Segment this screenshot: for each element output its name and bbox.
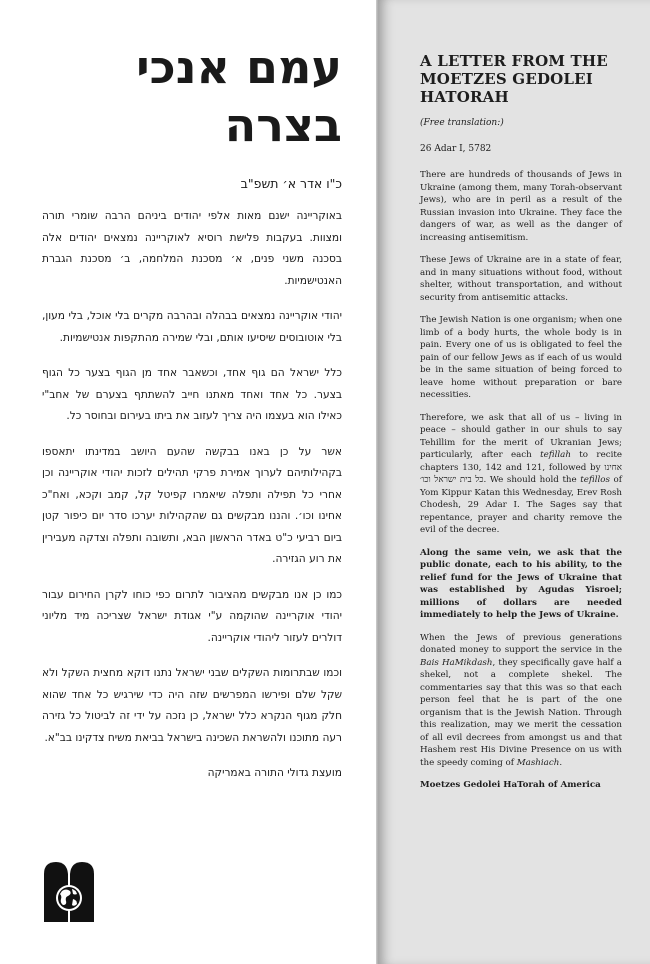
english-paragraph <box>420 632 622 770</box>
paragraph-text: , they specifically gave half a shekel, not a complete shekel. The commentaries say that this was so that each person feel that he is part of the one organism that is the Jewish Nation. Through this realization, may we merit the cessation of all evil decrees from amongst us and that Hashem rest His Divine Presence on us with the speedy coming of <box>420 657 622 768</box>
english-paragraph <box>420 412 622 537</box>
hebrew-title: עמם אנכי בצרה <box>136 40 342 152</box>
paragraph-text: . <box>559 757 563 768</box>
italic-term: Mashiach <box>516 757 560 768</box>
tablets-globe-icon <box>40 858 98 922</box>
hebrew-signature: מועצת גדולי התורה באמריקה <box>207 767 342 779</box>
paragraph-text: When the Jews of previous generations donated money to support the service in the <box>420 632 622 655</box>
hebrew-phrase: אחינו כל בית ישראל וכו׳ <box>420 462 622 485</box>
english-paragraph-bold: Along the same vein, we ask that the public donate, each to his ability, to the relief fund for the Jews of Ukraine that was established by Agudas Yisroel; millions of dollars are needed immediately to help the Jews of Ukraine. <box>420 547 622 620</box>
english-body <box>420 169 622 792</box>
paragraph-text: to recite chapters 130, 142 and 121, followed by <box>420 450 622 473</box>
english-paragraph: These Jews of Ukraine are in a state of fear, and in many situations without food, without shelter, without transportation, and without security from antisemitic attacks. <box>420 255 622 303</box>
hebrew-body <box>42 206 342 785</box>
italic-term: tefillah <box>540 450 571 460</box>
english-signature: Moetzes Gedolei HaTorah of America <box>420 780 601 790</box>
english-column <box>420 52 622 802</box>
italic-term: Bais HaMikdash <box>420 657 493 668</box>
english-date: 26 Adar I, 5782 <box>420 144 492 154</box>
english-paragraph: There are hundreds of thousands of Jews in Ukraine (among them, many Torah-observant Jews), who are in peril as a result of the Russian invasion into Ukraine. They face the dangers of war, as well as the danger of increasing antisemitism. <box>420 170 622 243</box>
hebrew-paragraph: וכמו שבתרומות השקלים שבני ישראל נתנו דוקא מחצית השקל ולא שקל שלם ופירשו המפרשים שזה היה כדי שירגיש כל אחד שהוא חלק מגוף הנקרא כלל ישראל, כן נזכה על ידי זה לביטול כל גזירה רעה מתוכנו ולהשראת השכינה בישראל בביאת משיח צדקינו בב"א. <box>42 667 342 744</box>
hebrew-paragraph: באוקריינה ישנם מאות אלפי יהודים ביניהם הרבה שומרי תורה ומצוות. בעקבות פלישת רוסיא לאוקריינה נמצאים יהודים אלה בסכנה משני פנים, א׳ מסכנת המלחמה, ב׳ מסכנת הגברת האנטישמיות. <box>42 210 342 287</box>
english-title: A LETTER FROM THE MOETZES GEDOLEI HATORAH <box>420 52 608 106</box>
paragraph-text: of Yom Kippur Katan this Wednesday, Erev Rosh Chodesh, 29 Adar I. The Sages say that repentance, prayer and charity remove the evil of the decree. <box>420 475 622 535</box>
hebrew-paragraph: כלל ישראל הם גוף אחד, וכשאבר אחד מן הגוף בצער כל הגוף בצער. כל אחד ואחד מאתנו חייב להשתתף בצערם של אחב"י כאילו הוא בעצמו היה צריך לעזוב את ביתו בעירום ובחוסר כל. <box>42 367 342 422</box>
italic-term: tefillos <box>580 475 610 485</box>
paragraph-text: . We should hold the <box>483 475 581 485</box>
hebrew-paragraph: יהודי אוקריינה נמצאים בבהלה ובהרבה מקרים בלי אוכל, בלי מעון, בלי אוטובוסים שיסיעו אותם, ובלי שמירה מהתקפות אנטישמיות. <box>42 310 342 344</box>
hebrew-paragraph: כמו כן אנו מבקשים מהציבור לתרום כפי כוחו לקרן החירום עבור יהודי אוקריינה שהוקמה ע"י אגודת ישראל שצריכה מיד מליוני דולרים לעזור ליהודי אוקריינה. <box>42 588 342 644</box>
english-subtitle: (Free translation:) <box>420 118 504 128</box>
english-paragraph: The Jewish Nation is one organism; when one limb of a body hurts, the whole body is in pain. Every one of us is obligated to feel the pain of our fellow Jews as if each of us would be in the same situation of being forced to leave home without preparation or bare necessities. <box>420 315 622 400</box>
hebrew-date: כ"ו אדר א׳ תשפ"ב <box>240 176 342 191</box>
paragraph-text: Therefore, we ask that all of us – living in peace – should gather in our shuls to say Tehillim for the merit of Ukranian Jews; particularly, after each <box>420 412 622 460</box>
hebrew-paragraph: אשר על כן באנו בבקשה שהעם היושב במדינתו יתאספו בקהילותיהם לערוך אמירת פרקי תהילים לזכות יהודי אוקריינה וכן אחרי כל תפילה ותפלה שיאמרו קפיטל קל, קמב וקכא, ואח"כ אחינו וכו׳. והננו מבקשים גם שהקהילות יערכו סדר יום כיפור קטן ביום רביעי כ"ט באדר הראשון הבא, ותשובה ותפלה וצדקה מעבירין את רוע הגזירה. <box>42 445 342 565</box>
